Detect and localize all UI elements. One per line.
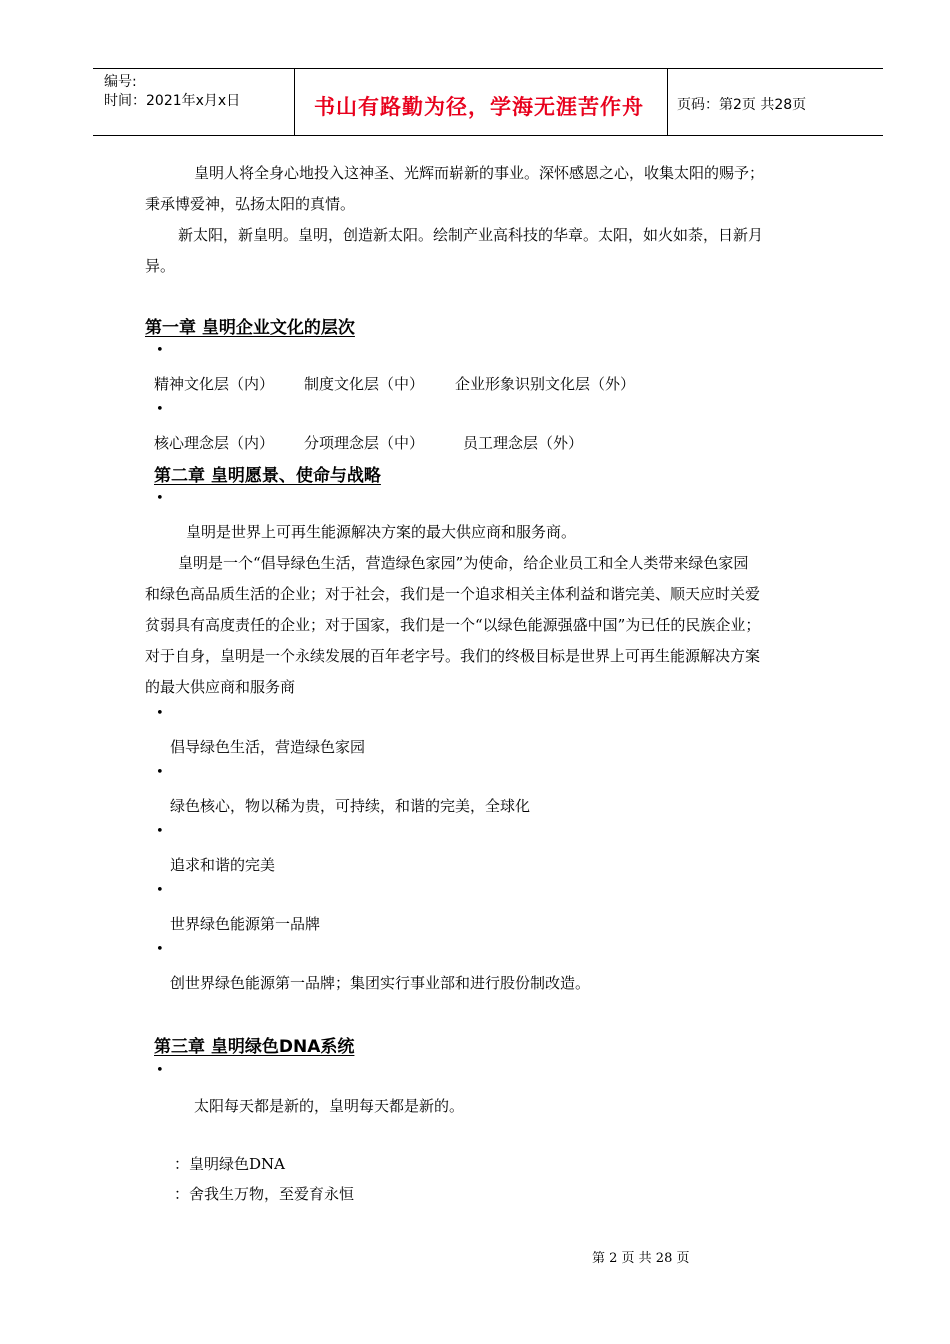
chapter2-mission-line4: 对于自身，皇明是一个永续发展的百年老字号。我们的终极目标是世界上可再生能源解决方案 xyxy=(145,647,761,665)
chapter3-line1: 太阳每天都是新的，皇明每天都是新的。 xyxy=(194,1097,465,1115)
chapter2-item-4: 世界绿色能源第一品牌 xyxy=(170,915,321,933)
intro-p2-line1: 新太阳，新皇明。皇明，创造新太阳。绘制产业高科技的华章。太阳，如火如荼，日新月 xyxy=(178,226,764,244)
header-divider-1 xyxy=(294,69,295,136)
header-number-label: 编号: xyxy=(104,74,137,90)
chapter2-item-5: 创世界绿色能源第一品牌；集团实行事业部和进行股份制改造。 xyxy=(170,974,591,992)
chapter2-bullet-vision: • xyxy=(156,491,164,506)
chapter2-bullet-4: • xyxy=(156,883,164,898)
chapter1-row1-col1: 精神文化层（内） xyxy=(154,375,275,393)
chapter1-row1-col3: 企业形象识别文化层（外） xyxy=(455,375,636,393)
chapter1-bullet-1: • xyxy=(156,343,164,358)
chapter2-bullet-3: • xyxy=(156,824,164,839)
chapter2-bullet-1: • xyxy=(156,706,164,721)
chapter1-row1-col2: 制度文化层（中） xyxy=(304,375,425,393)
chapter2-title: 第二章 皇明愿景、使命与战略 xyxy=(154,466,381,486)
chapter2-mission-line5: 的最大供应商和服务商 xyxy=(145,678,296,696)
chapter2-mission-line3: 贫弱具有高度责任的企业；对于国家，我们是一个“以绿色能源强盛中国”为已任的民族企业； xyxy=(145,616,761,634)
header-divider-2 xyxy=(667,69,668,136)
chapter1-row2-col2: 分项理念层（中） xyxy=(304,434,425,452)
chapter1-bullet-2: • xyxy=(156,402,164,417)
chapter2-item-1: 倡导绿色生活，营造绿色家园 xyxy=(170,738,366,756)
chapter3-bullet: • xyxy=(156,1063,164,1078)
chapter2-bullet-5: • xyxy=(156,942,164,957)
chapter3-line3: ：舍我生万物，至爱育永恒 xyxy=(174,1185,355,1203)
chapter1-row2-col1: 核心理念层（内） xyxy=(154,434,275,452)
header-bottom-border xyxy=(93,135,883,136)
chapter2-mission-line2: 和绿色高品质生活的企业；对于社会，我们是一个追求相关主体利益和谐完美、顺天应时关爱 xyxy=(145,585,761,603)
chapter3-line2: ：皇明绿色DNA xyxy=(174,1155,285,1173)
header-top-border xyxy=(93,68,883,69)
chapter2-mission-line1: 皇明是一个“倡导绿色生活，营造绿色家园”为使命，给企业员工和全人类带来绿色家园 xyxy=(178,554,749,572)
intro-p1-line2: 秉承博爱神，弘扬太阳的真情。 xyxy=(145,195,356,213)
chapter1-row2-col3: 员工理念层（外） xyxy=(463,434,584,452)
chapter2-item-3: 追求和谐的完美 xyxy=(170,856,276,874)
footer-page-number: 第 2 页 共 28 页 xyxy=(592,1251,690,1266)
chapter2-bullet-2: • xyxy=(156,765,164,780)
intro-p1-line1: 皇明人将全身心地投入这神圣、光辉而崭新的事业。深怀感恩之心，收集太阳的赐予； xyxy=(194,164,765,182)
header-time-label: 时间：2021年x月x日 xyxy=(104,93,241,109)
chapter2-vision: 皇明是世界上可再生能源解决方案的最大供应商和服务商。 xyxy=(186,523,577,541)
intro-p2-line2: 异。 xyxy=(145,257,176,275)
chapter2-item-2: 绿色核心，物以稀为贵，可持续，和谐的完美，全球化 xyxy=(170,797,531,815)
chapter1-title: 第一章 皇明企业文化的层次 xyxy=(145,318,355,338)
header-motto: 书山有路勤为径，学海无涯苦作舟 xyxy=(314,95,644,119)
header-page-label: 页码：第2页 共28页 xyxy=(677,97,807,113)
chapter3-title: 第三章 皇明绿色DNA系统 xyxy=(154,1037,355,1057)
